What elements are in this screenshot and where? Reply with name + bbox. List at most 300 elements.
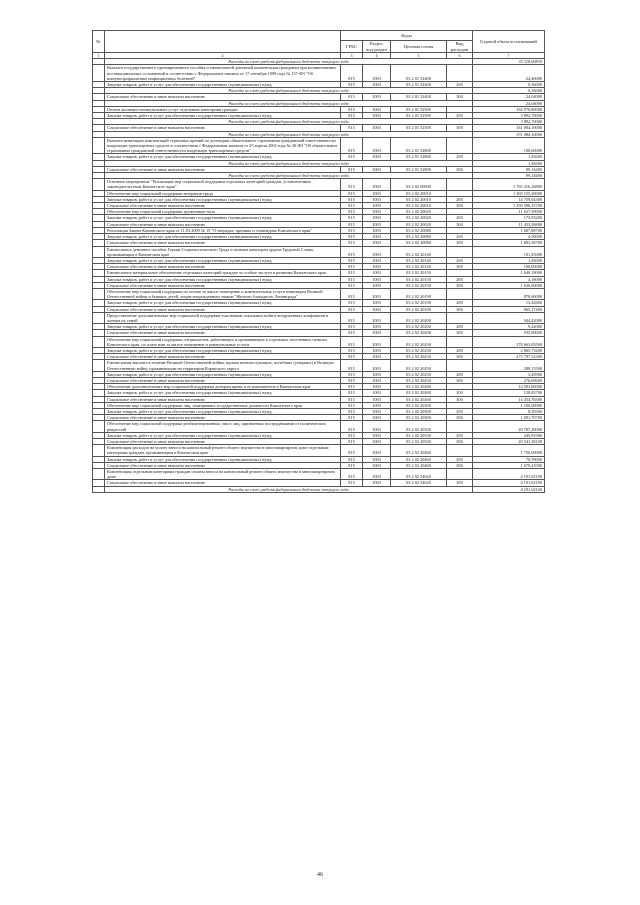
index-cell: 5: [391, 53, 447, 59]
grbs-cell: 815: [341, 166, 363, 172]
vid-cell: 300: [447, 264, 473, 270]
section-cell: 1003: [363, 179, 391, 190]
target-cell: 03 2 02 20020: [391, 209, 447, 215]
grbs-cell: 815: [341, 276, 363, 282]
section-cell: 1003: [363, 336, 391, 347]
name-cell: Закупка товаров, работ и услуг для обеспечения государственных (муниципальных) нужд: [105, 215, 341, 221]
vid-cell: 200: [447, 432, 473, 438]
target-cell: 03 2 02 20260: [391, 396, 447, 402]
section-cell: 1003: [363, 456, 391, 462]
num-cell: [93, 336, 105, 347]
name-cell: Выплата государственного единовременного пособия и ежемесячной денежной компенсации гражданам при возникновении поствакцинальных осложнений в соответствии с Федеральным законом от 17 сентября 1998 года № 157-ФЗ "Об иммунопрофилактике инфекционных болезней": [105, 65, 341, 82]
table-row: [93, 179, 545, 190]
vid-cell: [447, 421, 473, 432]
vid-cell: [447, 445, 473, 456]
target-cell: 03 2 01 52800: [391, 137, 447, 154]
volume-cell: 1 100,00000: [473, 402, 545, 408]
volume-cell: 11 453,56800: [473, 221, 545, 227]
num-cell: [93, 486, 105, 492]
target-cell: 03 2 02 20080: [391, 240, 447, 246]
grbs-cell: 815: [341, 371, 363, 377]
volume-cell: 1 750,00000: [473, 445, 545, 456]
section-cell: 1003: [363, 384, 391, 390]
vid-cell: 300: [447, 354, 473, 360]
section-cell: 1003: [363, 377, 391, 383]
index-cell: 3: [341, 53, 363, 59]
section-cell: 1003: [363, 154, 391, 160]
num-cell: [93, 288, 105, 299]
name-cell: Закупка товаров, работ и услуг для обеспечения государственных (муниципальных) нужд: [105, 456, 341, 462]
grbs-cell: 815: [341, 306, 363, 312]
table-row: [93, 288, 545, 299]
volume-cell: 9,42000: [473, 324, 545, 330]
index-cell: 7: [473, 53, 545, 59]
target-cell: 03 2 02 20200: [391, 312, 447, 323]
grbs-cell: 815: [341, 312, 363, 323]
table-row: [93, 137, 545, 154]
section-cell: 1003: [363, 190, 391, 196]
grbs-cell: 815: [341, 215, 363, 221]
name-cell: Социальное обеспечение и иные выплаты населению: [105, 377, 341, 383]
grbs-cell: 815: [341, 456, 363, 462]
section-cell: 1003: [363, 257, 391, 263]
vid-cell: 300: [447, 480, 473, 486]
volume-cell: 935,00000: [473, 330, 545, 336]
grbs-cell: 815: [341, 347, 363, 353]
volume-cell: 3 892,70000: [473, 113, 545, 119]
section-cell: 1003: [363, 282, 391, 288]
target-cell: 03 2 02 20230: [391, 354, 447, 360]
name-cell: Обеспечение мер социальной поддержки лиц, замещавших государственные должности Камчатского края: [105, 402, 341, 408]
grbs-cell: 815: [341, 106, 363, 112]
vid-cell: [447, 312, 473, 323]
section-cell: 1003: [363, 82, 391, 88]
num-cell: [93, 246, 105, 257]
target-cell: 03 2 02 00000: [391, 179, 447, 190]
name-cell: Социальное обеспечение и иные выплаты населению: [105, 396, 341, 402]
section-cell: 1003: [363, 113, 391, 119]
target-cell: 03 2 01 52800: [391, 166, 447, 172]
name-cell: Социальное обеспечение и иные выплаты населению: [105, 330, 341, 336]
name-cell: Основное мероприятие "Реализация мер социальной поддержки отдельных категорий граждан, установленных законодательством Камчатского края": [105, 179, 341, 190]
volume-cell: 99,14400: [473, 166, 545, 172]
name-cell: Закупка товаров, работ и услуг для обеспечения государственных (муниципальных) нужд: [105, 324, 341, 330]
vid-cell: 200: [447, 257, 473, 263]
table-row: [93, 65, 545, 82]
target-cell: 03 2 02 20460: [391, 445, 447, 456]
target-cell: 03 2 02 20250: [391, 377, 447, 383]
section-cell: 1003: [363, 415, 391, 421]
target-cell: 03 2 02 20250: [391, 371, 447, 377]
target-cell: 03 2 02 20190: [391, 288, 447, 299]
volume-cell: 1 091,70700: [473, 415, 545, 421]
section-cell: 1003: [363, 354, 391, 360]
num-cell: [93, 360, 105, 371]
volume-cell: 20 787,20000: [473, 421, 545, 432]
vid-cell: [447, 65, 473, 82]
volume-cell: 4 191,02100: [473, 486, 545, 492]
section-cell: 1003: [363, 196, 391, 202]
name-cell: Закупка товаров, работ и услуг для обеспечения государственных (муниципальных) нужд: [105, 196, 341, 202]
grbs-cell: 815: [341, 137, 363, 154]
header-volume: Годовой объем ассигнований: [473, 31, 545, 53]
note-label: Расходы за счет средств федерального бюджета текущего года: [105, 88, 473, 94]
table-row: [93, 360, 545, 371]
section-cell: 1003: [363, 106, 391, 112]
volume-cell: 24,04000: [473, 94, 545, 100]
target-cell: 03 2 02 20330: [391, 439, 447, 445]
section-cell: 1003: [363, 264, 391, 270]
section-cell: 1003: [363, 227, 391, 233]
grbs-cell: 815: [341, 270, 363, 276]
volume-cell: 101,45000: [473, 246, 545, 257]
grbs-cell: 815: [341, 196, 363, 202]
table-body: [93, 59, 545, 493]
grbs-cell: 815: [341, 421, 363, 432]
grbs-cell: 815: [341, 402, 363, 408]
vid-cell: 200: [447, 324, 473, 330]
section-cell: 1003: [363, 402, 391, 408]
budget-table: [92, 30, 545, 493]
target-cell: 03 2 01 52400: [391, 94, 447, 100]
volume-cell: 1 765 416,26800: [473, 179, 545, 190]
vid-cell: 300: [447, 125, 473, 131]
target-cell: 03 2 02 20080: [391, 234, 447, 240]
table-row: [93, 246, 545, 257]
grbs-cell: 815: [341, 330, 363, 336]
target-cell: 03 2 01 52500: [391, 125, 447, 131]
target-cell: 03 2 01 52500: [391, 106, 447, 112]
note-label: Расходы за счет средств федерального бюджета текущего года: [105, 173, 473, 179]
vid-cell: 200: [447, 154, 473, 160]
volume-cell: 14 583,60000: [473, 384, 545, 390]
grbs-cell: 815: [341, 462, 363, 468]
name-cell: Обеспечение дополнительных мер социальной поддержки донорам крови и ее компонентов в Камчатском крае: [105, 384, 341, 390]
target-cell: 03 2 01 52400: [391, 65, 447, 82]
section-cell: 1003: [363, 246, 391, 257]
target-cell: 03 2 02 20300: [391, 415, 447, 421]
target-cell: 03 2 02 20190: [391, 306, 447, 312]
section-cell: 1003: [363, 390, 391, 396]
volume-cell: 276,69600: [473, 377, 545, 383]
note-label: Расходы за счет средств федерального бюджета текущего года: [105, 59, 473, 65]
vid-cell: 200: [447, 371, 473, 377]
grbs-cell: 815: [341, 390, 363, 396]
section-cell: 1003: [363, 221, 391, 227]
section-cell: 1003: [363, 306, 391, 312]
grbs-cell: 815: [341, 94, 363, 100]
volume-cell: 331 084,10000: [473, 125, 545, 131]
header-codes: Коды: [341, 31, 473, 41]
grbs-cell: 815: [341, 336, 363, 347]
grbs-cell: 815: [341, 480, 363, 486]
volume-cell: 100,00000: [473, 264, 545, 270]
volume-cell: 128,83700: [473, 390, 545, 396]
vid-cell: 200: [447, 196, 473, 202]
volume-cell: 99,14400: [473, 173, 545, 179]
num-cell: [93, 312, 105, 323]
volume-cell: 11 627,50000: [473, 209, 545, 215]
index-cell: 4: [363, 53, 391, 59]
vid-cell: 200: [447, 408, 473, 414]
name-cell: Социальное обеспечение и иные выплаты населению: [105, 240, 341, 246]
grbs-cell: 815: [341, 384, 363, 390]
header-vid: Вид расходов: [447, 41, 473, 53]
name-cell: Закупка товаров, работ и услуг для обеспечения государственных (муниципальных) нужд: [105, 113, 341, 119]
vid-cell: 300: [447, 330, 473, 336]
name-cell: Ежемесячное материальное обеспечение отдельных категорий граждан за особые заслуги в развитии Камчатского края: [105, 270, 341, 276]
header-section: Раздел, под-раздел: [363, 41, 391, 53]
volume-cell: 331 084,10000: [473, 131, 545, 137]
grbs-cell: 815: [341, 439, 363, 445]
section-cell: 1003: [363, 276, 391, 282]
vid-cell: 300: [447, 377, 473, 383]
num-cell: [93, 445, 105, 456]
grbs-cell: 815: [341, 324, 363, 330]
name-cell: Социальное обеспечение и иные выплаты населению: [105, 94, 341, 100]
grbs-cell: 815: [341, 360, 363, 371]
vid-cell: [447, 288, 473, 299]
grbs-cell: 815: [341, 154, 363, 160]
vid-cell: 200: [447, 234, 473, 240]
subtotal-note-row: [93, 486, 545, 492]
grbs-cell: 815: [341, 264, 363, 270]
grbs-cell: 815: [341, 469, 363, 480]
name-cell: Ежемесячное денежное пособие Героям Социалистического Труда и полным кавалерам ордена Трудовой Славы, проживающим в Камчатском крае: [105, 246, 341, 257]
volume-cell: 70,59000: [473, 456, 545, 462]
num-cell: [93, 137, 105, 154]
target-cell: 03 2 02 20010: [391, 203, 447, 209]
table-row: [93, 445, 545, 456]
section-cell: 1003: [363, 360, 391, 371]
grbs-cell: 815: [341, 246, 363, 257]
volume-cell: 1 636,00000: [473, 282, 545, 288]
table-row: [93, 336, 545, 347]
target-cell: 03 2 02 20010: [391, 190, 447, 196]
name-cell: Закупка товаров, работ и услуг для обеспечения государственных (муниципальных) нужд: [105, 371, 341, 377]
header-num: №: [93, 31, 105, 53]
volume-cell: 245,81900: [473, 432, 545, 438]
volume-cell: 278 663,05500: [473, 336, 545, 347]
target-cell: 03 2 02 20150: [391, 276, 447, 282]
volume-cell: 1,45600: [473, 154, 545, 160]
vid-cell: 200: [447, 390, 473, 396]
vid-cell: 200: [447, 456, 473, 462]
grbs-cell: 815: [341, 209, 363, 215]
grbs-cell: 815: [341, 415, 363, 421]
note-label: Расходы за счет средств федерального бюджета текущего года: [105, 160, 473, 166]
section-cell: 1003: [363, 408, 391, 414]
name-cell: Оплата жилищно-коммунальных услуг отдельным категориям граждан: [105, 106, 341, 112]
vid-cell: 300: [447, 203, 473, 209]
page-number: 46: [317, 872, 323, 878]
volume-cell: 878,60000: [473, 288, 545, 299]
name-cell: Социальное обеспечение и иные выплаты населению: [105, 439, 341, 445]
vid-cell: [447, 137, 473, 154]
name-cell: Обеспечение мер социальной поддержки реабилитированных лиц и лиц, признанных пострадавшими от политических репрессий: [105, 421, 341, 432]
name-cell: Социальное обеспечение и иные выплаты населению: [105, 203, 341, 209]
vid-cell: 300: [447, 396, 473, 402]
name-cell: Обеспечение мер социальной поддержки тружеников тыла: [105, 209, 341, 215]
name-cell: Социальное обеспечение и иные выплаты населению: [105, 221, 341, 227]
grbs-cell: 815: [341, 432, 363, 438]
section-cell: 1003: [363, 462, 391, 468]
vid-cell: 200: [447, 276, 473, 282]
vid-cell: 200: [447, 215, 473, 221]
name-cell: Социальное обеспечение и иные выплаты населению: [105, 480, 341, 486]
table-row: [93, 421, 545, 432]
name-cell: Социальное обеспечение и иные выплаты населению: [105, 282, 341, 288]
target-cell: 03 2 02 20230: [391, 347, 447, 353]
section-cell: 1003: [363, 421, 391, 432]
name-cell: Обеспечение мер социальной поддержки специалистов, работающих и проживающих в отдельных населенных пунктах Камчатского края, по плате ими за жилое помещение и коммунальные услуги: [105, 336, 341, 347]
name-cell: Предоставление дополнительных мер социальной поддержки участникам локальных войн и вооруженных конфликтов и членам их семей: [105, 312, 341, 323]
grbs-cell: 815: [341, 257, 363, 263]
grbs-cell: 815: [341, 288, 363, 299]
target-cell: 03 2 02 20250: [391, 360, 447, 371]
name-cell: Закупка товаров, работ и услуг для обеспечения государственных (муниципальных) нужд: [105, 390, 341, 396]
section-cell: 1003: [363, 432, 391, 438]
section-cell: 1003: [363, 300, 391, 306]
section-cell: 1003: [363, 209, 391, 215]
header-name: [105, 31, 341, 53]
vid-cell: 300: [447, 439, 473, 445]
volume-cell: 14 759,04300: [473, 196, 545, 202]
vid-cell: 200: [447, 82, 473, 88]
vid-cell: [447, 179, 473, 190]
volume-cell: 4 191,02100: [473, 480, 545, 486]
table-row: [93, 469, 545, 480]
volume-cell: 4,18000: [473, 276, 545, 282]
name-cell: Социальное обеспечение и иные выплаты населению: [105, 166, 341, 172]
vid-cell: 300: [447, 240, 473, 246]
grbs-cell: 815: [341, 240, 363, 246]
section-cell: 1003: [363, 324, 391, 330]
target-cell: 03 2 02 20200: [391, 330, 447, 336]
name-cell: Социальное обеспечение и иные выплаты населению: [105, 306, 341, 312]
vid-cell: [447, 469, 473, 480]
volume-cell: 275 797,32300: [473, 354, 545, 360]
note-label: Расходы за счет средств федерального бюджета текущего года: [105, 486, 473, 492]
volume-cell: 3,45900: [473, 371, 545, 377]
section-cell: 1003: [363, 396, 391, 402]
volume-cell: 865,17400: [473, 306, 545, 312]
section-cell: 1003: [363, 439, 391, 445]
section-cell: 1003: [363, 94, 391, 100]
target-cell: 03 2 01 52400: [391, 82, 447, 88]
note-label: Расходы за счет средств федерального бюджета текущего года: [105, 131, 473, 137]
num-cell: [93, 65, 105, 82]
target-cell: 03 2 02 20150: [391, 282, 447, 288]
volume-cell: 280,15500: [473, 360, 545, 371]
section-cell: 1003: [363, 469, 391, 480]
target-cell: 03 2 01 52500: [391, 113, 447, 119]
volume-cell: 0,36000: [473, 82, 545, 88]
vid-cell: 300: [447, 94, 473, 100]
note-label: Расходы за счет средств федерального бюджета текущего года: [105, 100, 473, 106]
vid-cell: 300: [447, 282, 473, 288]
target-cell: 03 2 02 20140: [391, 257, 447, 263]
volume-cell: 0,36000: [473, 88, 545, 94]
name-cell: Закупка товаров, работ и услуг для обеспечения государственных (муниципальных) нужд: [105, 257, 341, 263]
target-cell: 03 2 02 20010: [391, 196, 447, 202]
section-cell: 1003: [363, 234, 391, 240]
name-cell: Социальное обеспечение и иные выплаты населению: [105, 354, 341, 360]
target-cell: 03 2 02 20200: [391, 324, 447, 330]
section-cell: 1003: [363, 270, 391, 276]
name-cell: Закупка товаров, работ и услуг для обеспечения государственных (муниципальных) нужд: [105, 154, 341, 160]
header-target: Целевая статья: [391, 41, 447, 53]
volume-cell: 100,60000: [473, 137, 545, 154]
target-cell: 03 2 02 20460: [391, 456, 447, 462]
section-cell: 1003: [363, 203, 391, 209]
name-cell: Закупка товаров, работ и услуг для обеспечения государственных (муниципальных) нужд: [105, 276, 341, 282]
grbs-cell: 815: [341, 203, 363, 209]
table-header: [93, 31, 545, 59]
volume-cell: 1 640,18000: [473, 270, 545, 276]
name-cell: Закупка товаров, работ и услуг для обеспечения государственных (муниципальных) нужд: [105, 300, 341, 306]
grbs-cell: 815: [341, 377, 363, 383]
vid-cell: [447, 360, 473, 371]
name-cell: Социальное обеспечение и иные выплаты населению: [105, 415, 341, 421]
volume-cell: 13,42600: [473, 300, 545, 306]
section-cell: 1003: [363, 125, 391, 131]
name-cell: Компенсация отдельным категориям граждан оплаты взноса на капитальный ремонт общего имущества в многоквартирном доме: [105, 469, 341, 480]
target-cell: 03 2 02 20140: [391, 264, 447, 270]
num-cell: [93, 469, 105, 480]
target-cell: 03 2 02 20190: [391, 300, 447, 306]
header-grbs: ГРБС: [341, 41, 363, 53]
volume-cell: 1 679,41000: [473, 462, 545, 468]
volume-cell: 8,29300: [473, 408, 545, 414]
volume-cell: 3 892,70000: [473, 119, 545, 125]
volume-cell: 2 865,73200: [473, 347, 545, 353]
target-cell: 03 2 02 20260: [391, 390, 447, 396]
section-cell: 1003: [363, 312, 391, 323]
grbs-cell: 815: [341, 300, 363, 306]
target-cell: 03 2 02 20330: [391, 421, 447, 432]
index-cell: 2: [105, 53, 341, 59]
name-cell: Социальное обеспечение и иные выплаты населению: [105, 125, 341, 131]
target-cell: 03 2 02 20460: [391, 462, 447, 468]
vid-cell: [447, 336, 473, 347]
volume-cell: 14 454,76300: [473, 396, 545, 402]
volume-cell: 24,04000: [473, 100, 545, 106]
grbs-cell: 815: [341, 234, 363, 240]
target-cell: 03 2 02 20020: [391, 221, 447, 227]
target-cell: 03 2 02 20020: [391, 215, 447, 221]
grbs-cell: 815: [341, 82, 363, 88]
grbs-cell: 815: [341, 113, 363, 119]
volume-cell: 4,50000: [473, 234, 545, 240]
vid-cell: 300: [447, 415, 473, 421]
grbs-cell: 815: [341, 354, 363, 360]
name-cell: Обеспечение мер социальной поддержки по оплате за жилое помещение и коммунальные услуги инвалидам Великой Отечественной войны и бывших детей, лицам награжденным знаком "Жителю блокадного Ленинграда": [105, 288, 341, 299]
volume-cell: 24,40000: [473, 65, 545, 82]
volume-cell: 35 318,90830: [473, 59, 545, 65]
volume-cell: 20 541,38100: [473, 439, 545, 445]
target-cell: 03 2 02 54620: [391, 480, 447, 486]
section-cell: 1003: [363, 137, 391, 154]
target-cell: 03 2 02 20330: [391, 432, 447, 438]
grbs-cell: 815: [341, 408, 363, 414]
target-cell: 03 2 01 52800: [391, 154, 447, 160]
num-cell: [93, 179, 105, 190]
section-cell: 1003: [363, 288, 391, 299]
note-label: Расходы за счет средств федерального бюджета текущего года: [105, 119, 473, 125]
name-cell: Закупка товаров, работ и услуг для обеспечения государственных (муниципальных) нужд: [105, 234, 341, 240]
volume-cell: 1 683,38700: [473, 240, 545, 246]
